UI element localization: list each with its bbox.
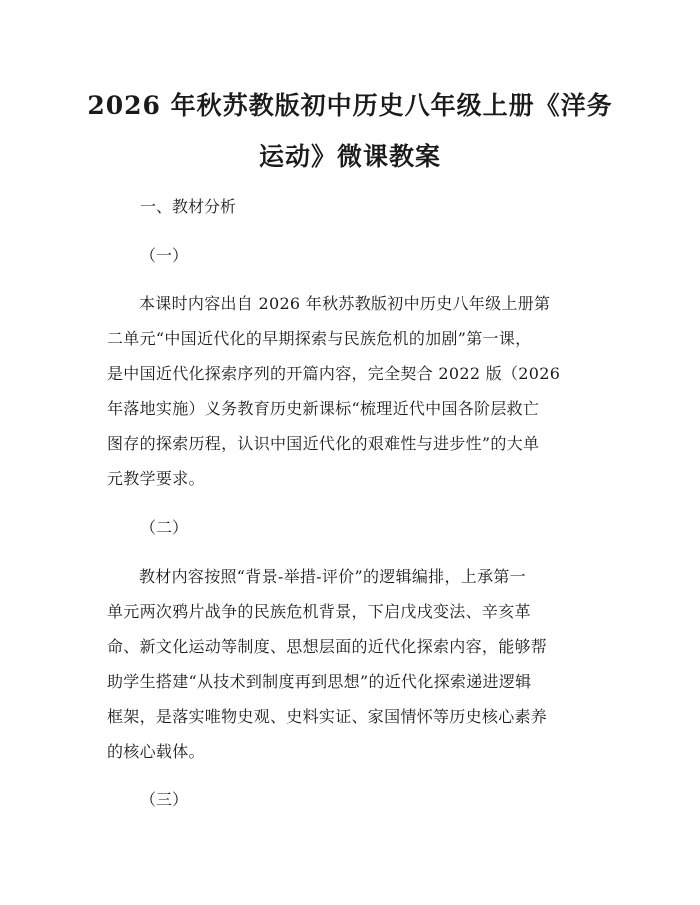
paragraph-line: 是中国近代化探索序列的开篇内容，完全契合 2022 版（2026: [107, 364, 561, 383]
subheading-two: （二）: [140, 518, 189, 537]
document-title-line-1: 2026 年秋苏教版初中历史八年级上册《洋务: [87, 91, 613, 120]
paragraph-line: 二单元“中国近代化的早期探索与民族危机的加剧”第一课，: [107, 329, 532, 348]
subheading-three: （三）: [140, 790, 189, 809]
paragraph-line: 年落地实施）义务教育历史新课标“梳理近代中国各阶层救亡: [107, 399, 540, 418]
section-heading-textbook-analysis: 一、教材分析: [140, 197, 237, 216]
paragraph-line: 的核心载体。: [107, 742, 205, 761]
paragraph-line: 本课时内容出自 2026 年秋苏教版初中历史八年级上册第: [139, 294, 551, 313]
paragraph-line: 助学生搭建“从技术到制度再到思想”的近代化探索递进逻辑: [107, 672, 532, 691]
document-title-line-2: 运动》微课教案: [258, 142, 441, 171]
subheading-one: （一）: [140, 246, 189, 265]
paragraph-line: 命、新文化运动等制度、思想层面的近代化探索内容，能够帮: [107, 637, 548, 656]
paragraph-line: 元教学要求。: [107, 469, 205, 488]
paragraph-line: 框架，是落实唯物史观、史料实证、家国情怀等历史核心素养: [107, 707, 548, 726]
paragraph-line: 教材内容按照“背景-举措-评价”的逻辑编排，上承第一: [139, 567, 526, 586]
paragraph-line: 单元两次鸦片战争的民族危机背景，下启戊戌变法、辛亥革: [107, 602, 531, 621]
paragraph-line: 图存的探索历程，认识中国近代化的艰难性与进步性”的大单: [107, 434, 540, 453]
